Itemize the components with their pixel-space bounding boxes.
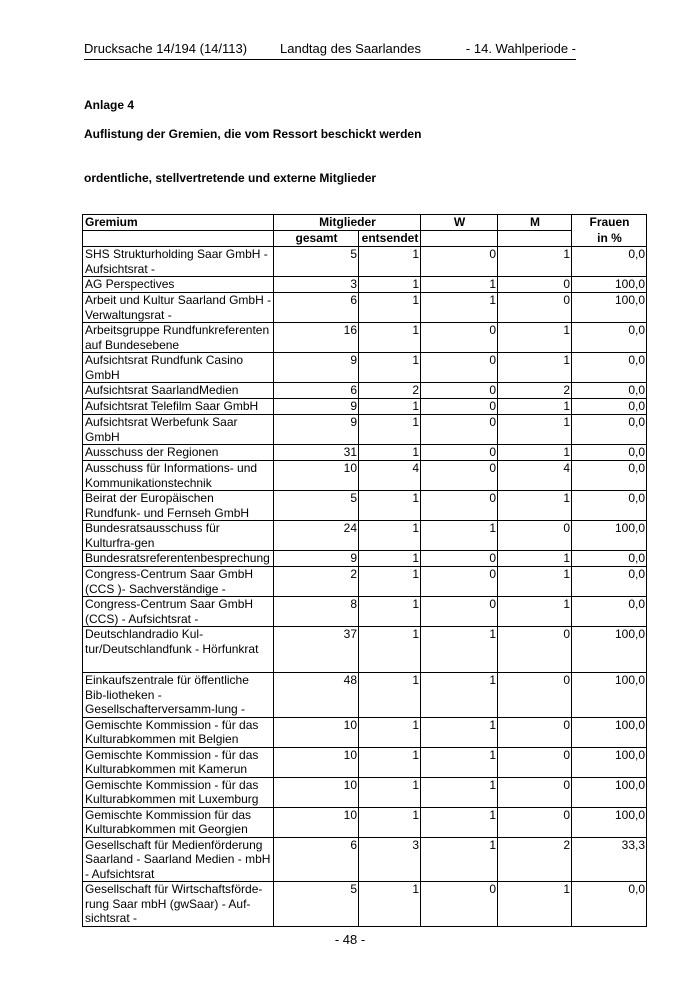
cell-gremium: Aufsichtsrat Rundfunk Casino GmbH: [83, 353, 274, 383]
cell-m: 1: [498, 597, 572, 627]
cell-gesamt: 37: [274, 627, 359, 673]
table-row: [83, 717, 647, 747]
cell-gesamt: 10: [274, 717, 359, 747]
cell-gremium: Aufsichtsrat Telefilm Saar GmbH: [83, 399, 274, 415]
cell-entsendet: 3: [359, 837, 421, 882]
cell-gremium: Arbeitsgruppe Rundfunkreferenten auf Bundesebene: [83, 323, 274, 353]
cell-w: 0: [421, 415, 498, 445]
cell-w: 0: [421, 445, 498, 461]
header-gremium-empty: [83, 231, 274, 247]
header-m: M: [498, 215, 572, 231]
cell-gremium: Gemischte Kommission - für das Kulturabkommen mit Belgien: [83, 717, 274, 747]
cell-frauen: 100,0: [572, 717, 647, 747]
cell-frauen: 0,0: [572, 445, 647, 461]
cell-gremium: Gemischte Kommission - für das Kulturabkommen mit Kamerun: [83, 747, 274, 777]
cell-m: 1: [498, 445, 572, 461]
cell-entsendet: 1: [359, 717, 421, 747]
cell-gesamt: 9: [274, 415, 359, 445]
cell-w: 0: [421, 461, 498, 491]
table-row: [83, 882, 647, 927]
cell-entsendet: 1: [359, 882, 421, 927]
table-row: [83, 597, 647, 627]
cell-gesamt: 2: [274, 567, 359, 597]
annex-label: Anlage 4: [84, 98, 135, 112]
table-row: [83, 551, 647, 567]
cell-entsendet: 1: [359, 415, 421, 445]
cell-m: 1: [498, 415, 572, 445]
header-frauen: Frauen: [572, 215, 647, 231]
cell-frauen: 100,0: [572, 807, 647, 837]
cell-gesamt: 5: [274, 882, 359, 927]
cell-entsendet: 1: [359, 807, 421, 837]
cell-entsendet: 1: [359, 777, 421, 807]
cell-gesamt: 3: [274, 277, 359, 293]
table-row: [83, 567, 647, 597]
cell-entsendet: 1: [359, 521, 421, 551]
header-w-empty: [421, 231, 498, 247]
page-header: [84, 41, 576, 60]
cell-m: 1: [498, 323, 572, 353]
committee-table: [82, 214, 647, 927]
cell-gesamt: 10: [274, 777, 359, 807]
cell-gremium: Aufsichtsrat Werbefunk Saar GmbH: [83, 415, 274, 445]
cell-entsendet: 4: [359, 461, 421, 491]
cell-frauen: 0,0: [572, 383, 647, 399]
page-subtitle: ordentliche, stellvertretende und externe Mitglieder: [84, 171, 377, 185]
cell-entsendet: 2: [359, 383, 421, 399]
cell-gremium: Gemischte Kommission für das Kulturabkommen mit Georgien: [83, 807, 274, 837]
cell-frauen: 0,0: [572, 461, 647, 491]
cell-w: 0: [421, 247, 498, 277]
cell-gremium: Arbeit und Kultur Saarland GmbH - Verwaltungsrat -: [83, 293, 274, 323]
cell-m: 2: [498, 837, 572, 882]
cell-w: 0: [421, 882, 498, 927]
cell-gremium: Bundesratsreferentenbesprechung: [83, 551, 274, 567]
cell-gesamt: 16: [274, 323, 359, 353]
cell-w: 0: [421, 383, 498, 399]
header-gesamt: gesamt: [274, 231, 359, 247]
cell-entsendet: 1: [359, 673, 421, 718]
cell-gesamt: 48: [274, 673, 359, 718]
cell-gesamt: 9: [274, 353, 359, 383]
cell-m: 1: [498, 353, 572, 383]
cell-gremium: Congress-Centrum Saar GmbH (CCS )- Sachverständige -: [83, 567, 274, 597]
cell-frauen: 100,0: [572, 521, 647, 551]
cell-gremium: Aufsichtsrat SaarlandMedien: [83, 383, 274, 399]
cell-frauen: 33,3: [572, 837, 647, 882]
cell-frauen: 0,0: [572, 415, 647, 445]
document-reference: Drucksache 14/194 (14/113): [84, 41, 248, 56]
cell-entsendet: 1: [359, 277, 421, 293]
cell-m: 0: [498, 717, 572, 747]
table-row: [83, 461, 647, 491]
cell-gesamt: 10: [274, 461, 359, 491]
cell-gesamt: 24: [274, 521, 359, 551]
legislative-period: - 14. Wahlperiode -: [465, 41, 576, 56]
header-mitglieder: Mitglieder: [274, 215, 421, 231]
cell-gesamt: 6: [274, 837, 359, 882]
cell-gremium: Gesellschaft für Medienförderung Saarland - Saarland Medien - mbH - Aufsichtsrat: [83, 837, 274, 882]
cell-gremium: Congress-Centrum Saar GmbH (CCS) - Aufsichtsrat -: [83, 597, 274, 627]
table-row: [83, 673, 647, 718]
cell-w: 1: [421, 277, 498, 293]
cell-gesamt: 5: [274, 247, 359, 277]
table-header-row: [83, 215, 647, 231]
cell-entsendet: 1: [359, 627, 421, 673]
table-row: [83, 837, 647, 882]
cell-m: 0: [498, 521, 572, 551]
cell-entsendet: 1: [359, 353, 421, 383]
cell-entsendet: 1: [359, 293, 421, 323]
cell-m: 1: [498, 567, 572, 597]
cell-w: 1: [421, 837, 498, 882]
cell-entsendet: 1: [359, 551, 421, 567]
cell-frauen: 100,0: [572, 747, 647, 777]
cell-w: 1: [421, 777, 498, 807]
table-row: [83, 323, 647, 353]
cell-frauen: 0,0: [572, 399, 647, 415]
cell-entsendet: 1: [359, 323, 421, 353]
cell-frauen: 100,0: [572, 777, 647, 807]
cell-gesamt: 6: [274, 293, 359, 323]
parliament-name: Landtag des Saarlandes: [280, 41, 421, 56]
cell-w: 0: [421, 399, 498, 415]
cell-entsendet: 1: [359, 491, 421, 521]
cell-gesamt: 10: [274, 807, 359, 837]
cell-m: 0: [498, 747, 572, 777]
cell-w: 1: [421, 747, 498, 777]
cell-frauen: 0,0: [572, 323, 647, 353]
cell-frauen: 0,0: [572, 247, 647, 277]
cell-gremium: Bundesratsausschuss für Kulturfra-gen: [83, 521, 274, 551]
cell-w: 1: [421, 521, 498, 551]
page-title: Auflistung der Gremien, die vom Ressort beschickt werden: [84, 127, 422, 141]
cell-w: 0: [421, 491, 498, 521]
table-row: [83, 415, 647, 445]
header-w: W: [421, 215, 498, 231]
cell-m: 0: [498, 293, 572, 323]
cell-m: 1: [498, 551, 572, 567]
cell-frauen: 0,0: [572, 597, 647, 627]
cell-gremium: AG Perspectives: [83, 277, 274, 293]
cell-w: 1: [421, 627, 498, 673]
cell-m: 4: [498, 461, 572, 491]
table-row: [83, 807, 647, 837]
cell-m: 0: [498, 627, 572, 673]
table-row: [83, 627, 647, 673]
cell-gremium: Gesellschaft für Wirtschaftsförde-rung Saar mbH (gwSaar) - Auf-sichtsrat -: [83, 882, 274, 927]
header-in-percent: in %: [572, 231, 647, 247]
cell-gesamt: 8: [274, 597, 359, 627]
table-row: [83, 445, 647, 461]
cell-gremium: Gemischte Kommission - für das Kulturabkommen mit Luxemburg: [83, 777, 274, 807]
cell-w: 0: [421, 323, 498, 353]
cell-frauen: 100,0: [572, 293, 647, 323]
cell-entsendet: 1: [359, 247, 421, 277]
table-row: [83, 247, 647, 277]
table-row: [83, 491, 647, 521]
cell-w: 1: [421, 717, 498, 747]
cell-frauen: 0,0: [572, 882, 647, 927]
cell-gremium: Ausschuss für Informations- und Kommunikationstechnik: [83, 461, 274, 491]
cell-frauen: 100,0: [572, 673, 647, 718]
cell-w: 0: [421, 551, 498, 567]
table-row: [83, 777, 647, 807]
table-subheader-row: [83, 231, 647, 247]
cell-gremium: Deutschlandradio Kul-tur/Deutschlandfunk - Hörfunkrat: [83, 627, 274, 673]
table-row: [83, 521, 647, 551]
cell-entsendet: 1: [359, 567, 421, 597]
cell-w: 0: [421, 353, 498, 383]
header-gremium: Gremium: [83, 215, 274, 231]
header-entsendet: entsendet: [359, 231, 421, 247]
cell-gesamt: 10: [274, 747, 359, 777]
cell-gesamt: 6: [274, 383, 359, 399]
cell-m: 1: [498, 399, 572, 415]
cell-gesamt: 9: [274, 399, 359, 415]
cell-w: 1: [421, 293, 498, 323]
cell-m: 1: [498, 491, 572, 521]
cell-gremium: SHS Strukturholding Saar GmbH - Aufsichtsrat -: [83, 247, 274, 277]
cell-w: 0: [421, 597, 498, 627]
table-row: [83, 353, 647, 383]
cell-m: 0: [498, 277, 572, 293]
cell-gesamt: 31: [274, 445, 359, 461]
table-row: [83, 277, 647, 293]
table-row: [83, 293, 647, 323]
cell-w: 1: [421, 673, 498, 718]
cell-gremium: Ausschuss der Regionen: [83, 445, 274, 461]
table-row: [83, 747, 647, 777]
cell-frauen: 100,0: [572, 277, 647, 293]
cell-m: 2: [498, 383, 572, 399]
cell-gesamt: 5: [274, 491, 359, 521]
cell-m: 0: [498, 807, 572, 837]
cell-frauen: 0,0: [572, 567, 647, 597]
cell-w: 1: [421, 807, 498, 837]
table-row: [83, 399, 647, 415]
cell-m: 0: [498, 777, 572, 807]
cell-frauen: 0,0: [572, 353, 647, 383]
cell-frauen: 0,0: [572, 491, 647, 521]
table-row: [83, 383, 647, 399]
cell-m: 1: [498, 882, 572, 927]
page-number: - 48 -: [334, 932, 366, 947]
cell-m: 0: [498, 673, 572, 718]
cell-entsendet: 1: [359, 399, 421, 415]
cell-gremium: Beirat der Europäischen Rundfunk- und Fernseh GmbH: [83, 491, 274, 521]
cell-frauen: 100,0: [572, 627, 647, 673]
cell-entsendet: 1: [359, 747, 421, 777]
cell-entsendet: 1: [359, 445, 421, 461]
cell-m: 1: [498, 247, 572, 277]
cell-frauen: 0,0: [572, 551, 647, 567]
header-m-empty: [498, 231, 572, 247]
cell-gremium: Einkaufszentrale für öffentliche Bib-liotheken - Gesellschafterversamm-lung -: [83, 673, 274, 718]
cell-entsendet: 1: [359, 597, 421, 627]
cell-gesamt: 9: [274, 551, 359, 567]
cell-w: 0: [421, 567, 498, 597]
